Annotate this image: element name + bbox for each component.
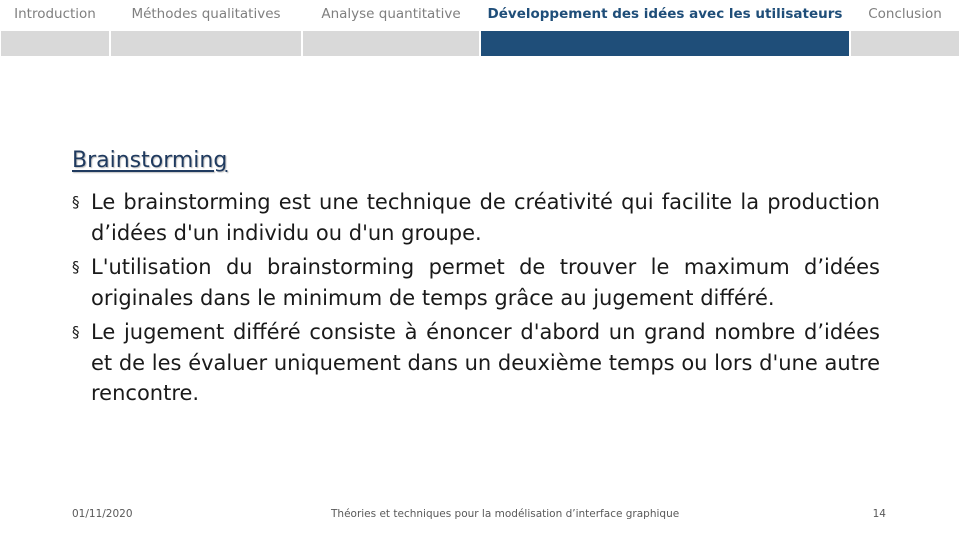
bullet-text: Le brainstorming est une technique de créativité qui facilite la production d’idées d'un individu ou d'un groupe. xyxy=(91,190,880,245)
nav-tab-developpement-des-idees[interactable] xyxy=(480,0,850,58)
nav-tab-label: Conclusion xyxy=(868,6,942,22)
bullet-marker-icon: § xyxy=(72,258,80,276)
footer-page-number: 14 xyxy=(872,508,886,520)
nav-tab-introduction[interactable] xyxy=(0,0,110,58)
nav-tab-bar xyxy=(111,31,301,56)
nav-tab-label: Introduction xyxy=(14,6,96,22)
nav-tab-label: Analyse quantitative xyxy=(321,6,461,22)
nav-tab-analyse-quantitative[interactable] xyxy=(302,0,480,58)
nav-tab-conclusion[interactable] xyxy=(850,0,960,58)
slide-title: Brainstorming xyxy=(72,148,228,173)
footer-title: Théories et techniques pour la modélisation d’interface graphique xyxy=(331,508,680,520)
nav-tab-bar xyxy=(303,31,479,56)
bullet-text: Le jugement différé consiste à énoncer d'abord un grand nombre d’idées et de les évaluer uniquement dans un deuxième temps ou lors d'une autre rencontre. xyxy=(91,320,880,405)
bullet-list xyxy=(72,187,880,413)
section-nav xyxy=(0,0,960,58)
nav-tab-bar xyxy=(481,31,849,56)
nav-tab-label: Développement des idées avec les utilisateurs xyxy=(487,6,843,22)
nav-tab-methodes-qualitatives[interactable] xyxy=(110,0,302,58)
nav-tab-bar xyxy=(1,31,109,56)
bullet-marker-icon: § xyxy=(72,193,80,211)
bullet-item xyxy=(72,252,880,313)
bullet-item xyxy=(72,187,880,248)
footer-date: 01/11/2020 xyxy=(72,508,133,520)
nav-tab-label: Méthodes qualitatives xyxy=(131,6,281,22)
bullet-marker-icon: § xyxy=(72,323,80,341)
bullet-item xyxy=(72,317,880,409)
bullet-text: L'utilisation du brainstorming permet de trouver le maximum d’idées originales dans le minimum de temps grâce au jugement différé. xyxy=(91,255,880,310)
nav-tab-bar xyxy=(851,31,959,56)
